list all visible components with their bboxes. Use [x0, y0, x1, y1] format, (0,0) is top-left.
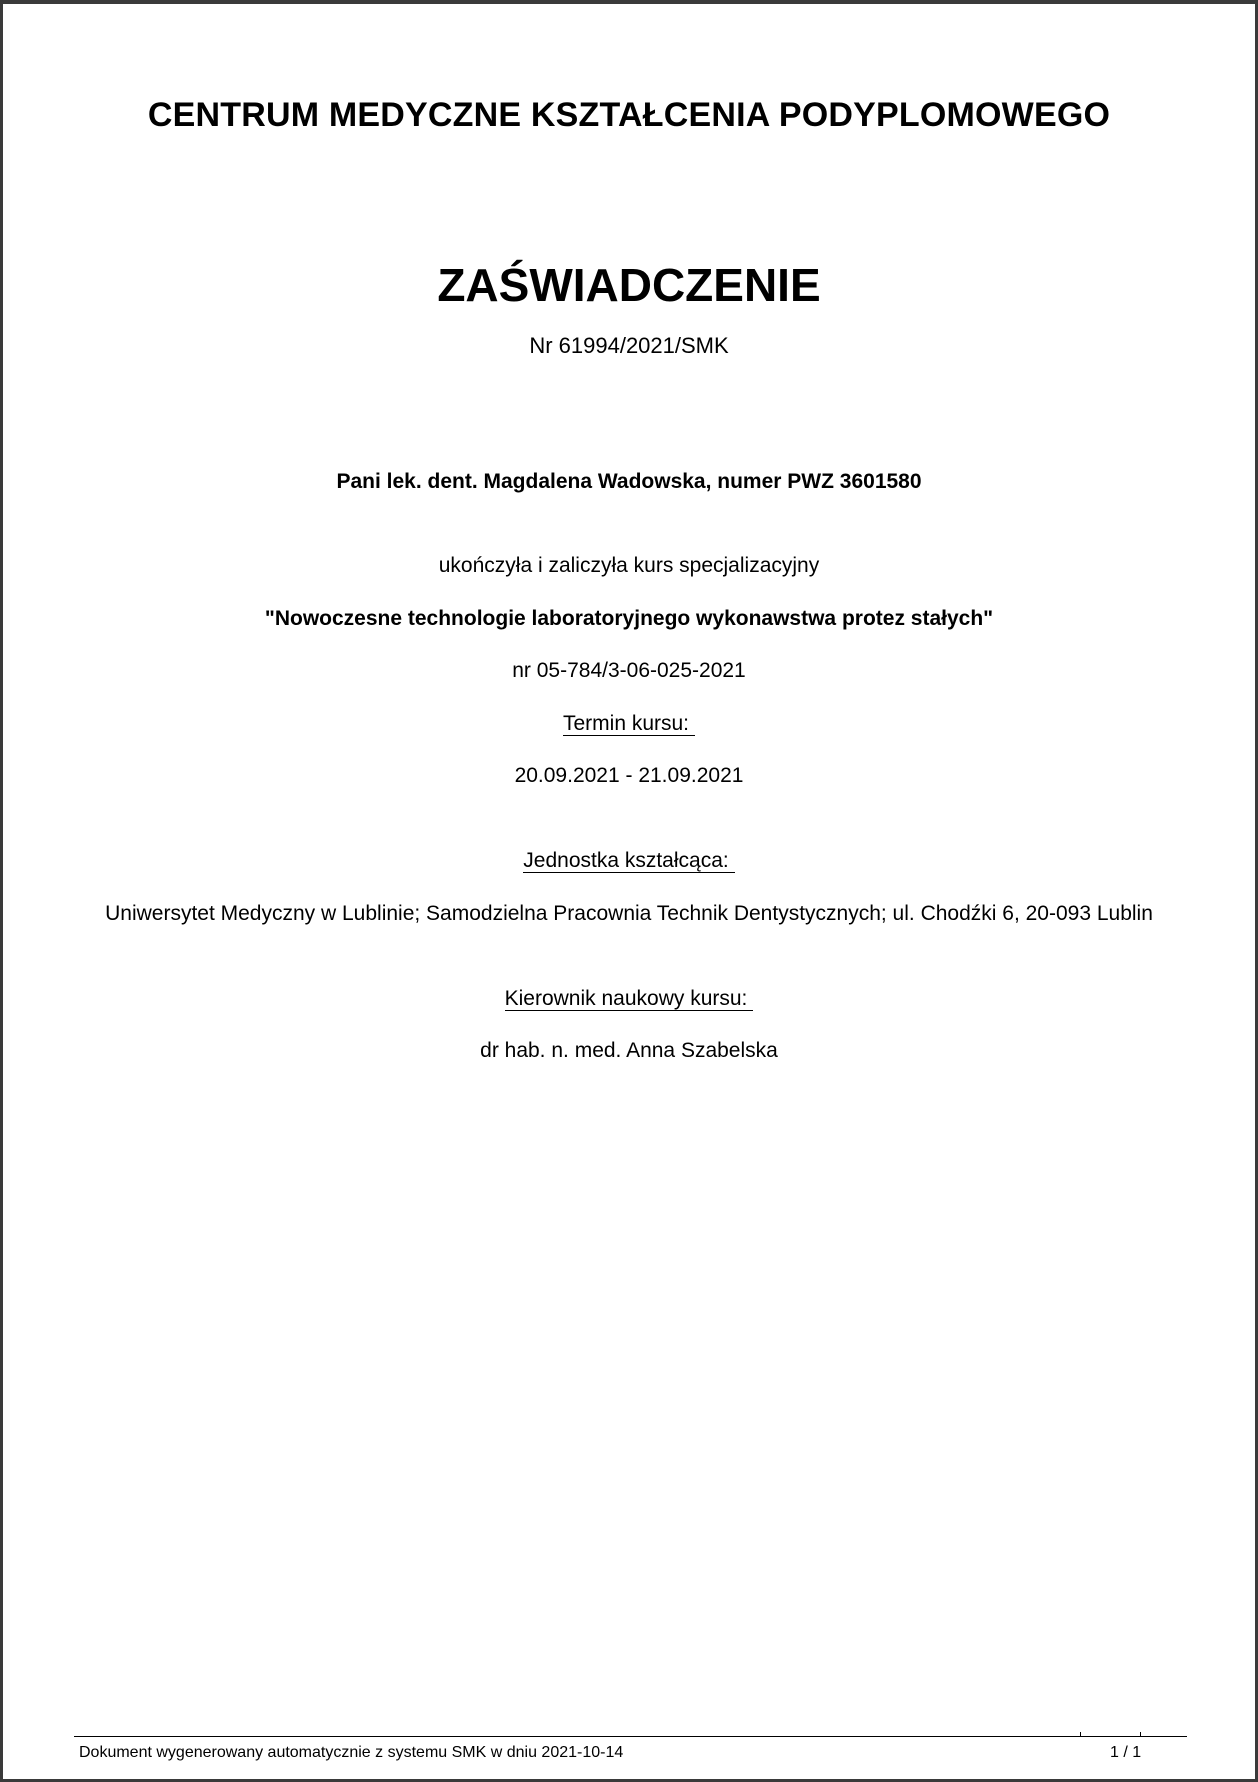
supervisor-label-text: Kierownik naukowy kursu:	[505, 988, 754, 1011]
footer-divider-tick	[1080, 1732, 1081, 1736]
unit-value: Uniwersytet Medyczny w Lublinie; Samodzielna Pracownia Technik Dentystycznych; ul. Chodźki 6, 20-093 Lublin	[105, 902, 1153, 925]
footer-divider-tick	[1140, 1732, 1141, 1736]
unit-label	[0, 849, 1258, 873]
footer-generated-note: Dokument wygenerowany automatycznie z systemu SMK w dniu 2021-10-14	[79, 1744, 624, 1761]
course-title: "Nowoczesne technologie laboratoryjnego wykonawstwa protez stałych"	[264, 607, 994, 630]
supervisor-value: dr hab. n. med. Anna Szabelska	[480, 1039, 778, 1062]
supervisor-label	[0, 987, 1258, 1011]
footer-divider	[74, 1736, 1187, 1737]
institution-heading: CENTRUM MEDYCZNE KSZTAŁCENIA PODYPLOMOWEGO	[147, 96, 1111, 134]
certificate-title: ZAŚWIADCZENIE	[437, 259, 821, 311]
term-label-text: Termin kursu:	[563, 713, 695, 736]
footer-page-indicator: 1 / 1	[1110, 1744, 1142, 1761]
term-value: 20.09.2021 - 21.09.2021	[514, 764, 744, 787]
completion-statement: ukończyła i zaliczyła kurs specjalizacyjny	[438, 554, 820, 577]
unit-label-text: Jednostka kształcąca:	[523, 850, 734, 873]
course-number: nr 05-784/3-06-025-2021	[512, 659, 746, 682]
certificate-number: Nr 61994/2021/SMK	[529, 333, 729, 358]
term-label	[0, 712, 1258, 736]
recipient-line: Pani lek. dent. Magdalena Wadowska, numer PWZ 3601580	[336, 470, 922, 493]
